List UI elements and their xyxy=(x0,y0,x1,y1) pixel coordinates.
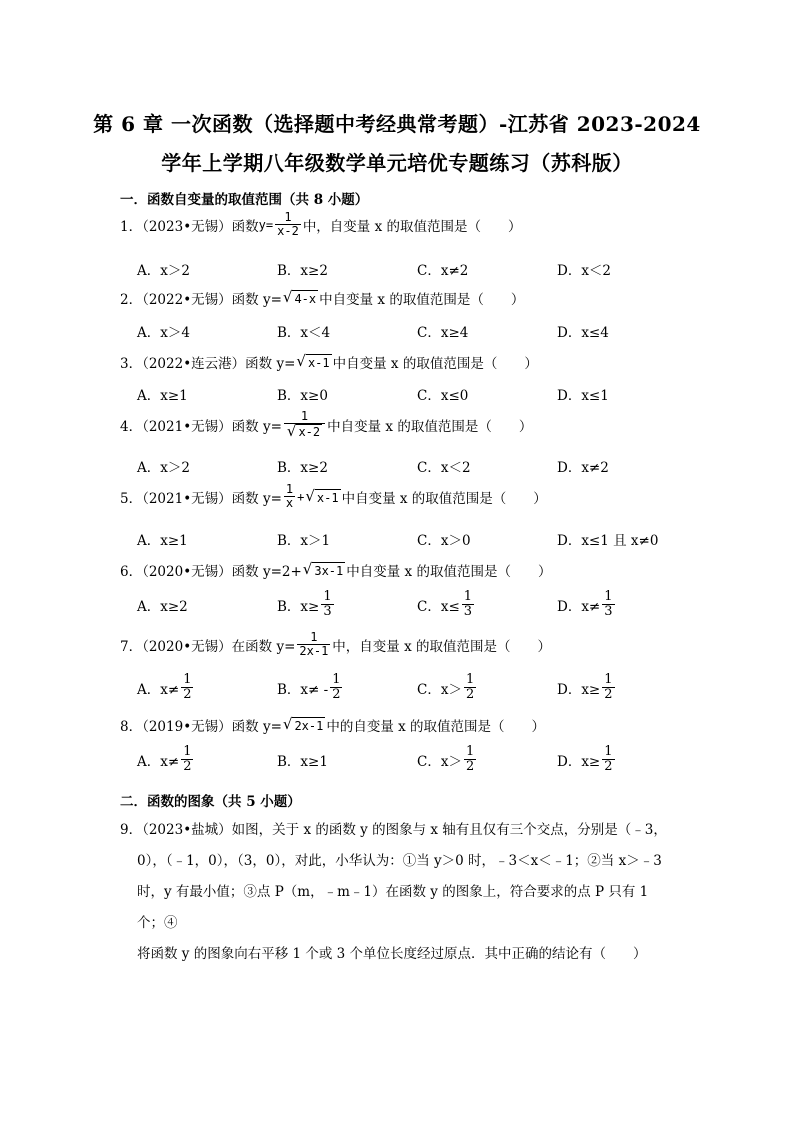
q4-denominator xyxy=(284,423,325,439)
q9-line-2: 0），（﹣1，0），（3，0），对此，小华认为：①当 y＞0 时，﹣3＜x＜﹣1；②当 x＞﹣3 xyxy=(137,853,662,869)
q1-option-b: B．x≥2 xyxy=(277,263,328,279)
q2-option-a: A．x＞4 xyxy=(137,325,190,341)
question-8 xyxy=(120,715,545,735)
q2-stem-pre: 2．（2022•无锡）函数 y= xyxy=(120,292,282,308)
q8-radical xyxy=(283,717,325,733)
q8-option-b: B．x≥1 xyxy=(277,753,328,770)
q1-fraction xyxy=(275,211,301,238)
q5-stem-post: 中自变量 x 的取值范围是（ ） xyxy=(341,490,547,507)
q3-radicand: x-1 xyxy=(307,356,330,370)
title-line-2: 学年上学期八年级数学单元培优专题练习（苏科版） xyxy=(161,151,633,175)
sqrt-symbol-icon: √ xyxy=(305,486,315,505)
q6-radical xyxy=(303,562,345,578)
q6-radicand: 3x-1 xyxy=(314,564,344,578)
section-2-heading: 二．函数的图象（共 5 小题） xyxy=(120,794,301,810)
q7-numerator: 1 xyxy=(310,630,318,644)
q9-line-4: 将函数 y 的图象向右平移 1 个或 3 个单位长度经过原点．其中正确的结论有（ ） xyxy=(137,946,647,962)
q3-option-b: B．x≥0 xyxy=(277,388,328,404)
q2-options xyxy=(137,321,697,341)
q5-options xyxy=(137,529,697,549)
q5-option-c: C．x＞0 xyxy=(417,533,471,549)
q4-stem-pre: 4．（2021•无锡）函数 y= xyxy=(120,418,282,435)
q4-option-d: D．x≠2 xyxy=(557,460,609,476)
q8-stem-pre: 8．（2019•无锡）函数 y= xyxy=(120,719,282,735)
question-9 xyxy=(120,815,675,970)
q3-option-c: C．x≤0 xyxy=(417,388,469,404)
q5-fraction xyxy=(284,483,295,510)
q6-stem-pre: 6．（2020•无锡）函数 y=2+ xyxy=(120,564,302,580)
q1-stem-pre: 1．（2023•无锡）函数 xyxy=(120,218,259,235)
q7-option-c: C．x＞ $\frac{1}{2}$ xyxy=(417,672,475,703)
q4-options xyxy=(137,456,697,476)
q1-options xyxy=(137,259,697,279)
q2-option-b: B．x＜4 xyxy=(277,325,331,341)
q1-option-d: D．x＜2 xyxy=(557,263,612,279)
sqrt-symbol-icon: √ xyxy=(282,288,293,306)
q7-stem-post: 中，自变量 x 的取值范围是（ ） xyxy=(332,638,551,655)
q5-numerator: 1 xyxy=(285,482,294,496)
q5-radicand: x-1 xyxy=(316,490,339,505)
q4-radicand: x-2 xyxy=(298,425,321,440)
q2-option-c: C．x≥4 xyxy=(417,325,469,341)
q1-numerator: 1 xyxy=(284,210,292,224)
q4-option-b: B．x≥2 xyxy=(277,460,328,476)
q6-option-a: A．x≥2 xyxy=(137,598,188,615)
q8-options xyxy=(137,745,697,775)
sqrt-symbol-icon: √ xyxy=(302,560,313,578)
section-1-heading: 一．函数自变量的取值范围（共 8 小题） xyxy=(120,192,369,208)
question-1 xyxy=(120,211,522,238)
q2-stem-post: 中自变量 x 的取值范围是（ ） xyxy=(319,292,525,308)
q7-denominator: 2x-1 xyxy=(299,644,329,659)
q7-fraction xyxy=(297,631,330,658)
q2-option-d: D．x≤4 xyxy=(557,325,609,341)
q7-options xyxy=(137,673,697,703)
q5-denominator: x xyxy=(285,496,294,511)
q2-radicand: 4-x xyxy=(294,292,317,306)
q6-option-b: B．x≥ $\frac{1}{3}$ xyxy=(277,589,332,620)
q5-option-d: D．x≤1 且 x≠0 xyxy=(557,533,659,549)
q8-option-a: A．x≠ $\frac{1}{2}$ xyxy=(137,744,192,775)
sqrt-symbol-icon: √ xyxy=(282,715,293,733)
q7-option-d: D．x≥ $\frac{1}{2}$ xyxy=(557,672,613,703)
q4-option-c: C．x＜2 xyxy=(417,460,471,476)
q5-stem-pre: 5．（2021•无锡）函数 y= xyxy=(120,490,282,507)
q1-denominator: x-2 xyxy=(277,224,299,239)
question-4 xyxy=(120,410,532,440)
question-5 xyxy=(120,483,547,510)
q8-option-d: D．x≥ $\frac{1}{2}$ xyxy=(557,744,613,775)
q1-stem-post: 中，自变量 x 的取值范围是（ ） xyxy=(302,218,522,235)
q7-option-a: A．x≠ $\frac{1}{2}$ xyxy=(137,672,192,703)
q6-option-d: D．x≠ $\frac{1}{3}$ xyxy=(557,589,613,620)
q7-stem-pre: 7．（2020•无锡）在函数 y= xyxy=(120,638,296,655)
q3-options xyxy=(137,384,697,404)
q5-radical xyxy=(305,486,340,505)
q8-stem-post: 中的自变量 x 的取值范围是（ ） xyxy=(326,719,546,735)
q4-stem-post: 中自变量 x 的取值范围是（ ） xyxy=(327,418,533,435)
sqrt-symbol-icon: √ xyxy=(286,422,297,441)
q5-option-a: A．x≥1 xyxy=(137,533,188,549)
question-2 xyxy=(120,288,524,308)
q6-option-c: C．x≤ $\frac{1}{3}$ xyxy=(417,589,473,620)
q4-fraction xyxy=(284,410,325,440)
q1-option-a: A．x＞2 xyxy=(137,263,190,279)
q3-radical xyxy=(296,354,331,370)
q2-radical xyxy=(283,290,318,306)
q3-option-a: A．x≥1 xyxy=(137,388,188,404)
q1-y: y= xyxy=(258,217,274,232)
q6-options xyxy=(137,590,697,620)
q8-radicand: 2x-1 xyxy=(294,719,324,733)
question-3 xyxy=(120,352,538,372)
q1-option-c: C．x≠2 xyxy=(417,263,469,279)
q5-plus: + xyxy=(297,489,305,504)
q4-numerator: 1 xyxy=(300,409,309,423)
q3-option-d: D．x≤1 xyxy=(557,388,609,404)
q6-stem-post: 中自变量 x 的取值范围是（ ） xyxy=(346,564,552,580)
q4-option-a: A．x＞2 xyxy=(137,460,190,476)
q7-option-b: B．x≠ - $\frac{1}{2}$ xyxy=(277,672,341,703)
q3-stem-post: 中自变量 x 的取值范围是（ ） xyxy=(332,356,538,372)
q5-option-b: B．x＞1 xyxy=(277,533,331,549)
q8-option-c: C．x＞ $\frac{1}{2}$ xyxy=(417,744,475,775)
question-7 xyxy=(120,631,551,658)
q3-stem-pre: 3．（2022•连云港）函数 y= xyxy=(120,356,296,372)
q9-line-1: 9．（2023•盐城）如图，关于 x 的函数 y 的图象与 x 轴有且仅有三个交点，分别是（﹣3， xyxy=(120,822,667,838)
sqrt-symbol-icon: √ xyxy=(296,352,306,370)
q9-line-3: 时，y 有最小值；③点 P（m，﹣m﹣1）在函数 y 的图象上，符合要求的点 P 只有 1 个；④ xyxy=(137,884,649,931)
title-line-1: 第 6 章 一次函数（选择题中考经典常考题）-江苏省 2023-2024 xyxy=(93,112,701,136)
question-6 xyxy=(120,560,551,580)
